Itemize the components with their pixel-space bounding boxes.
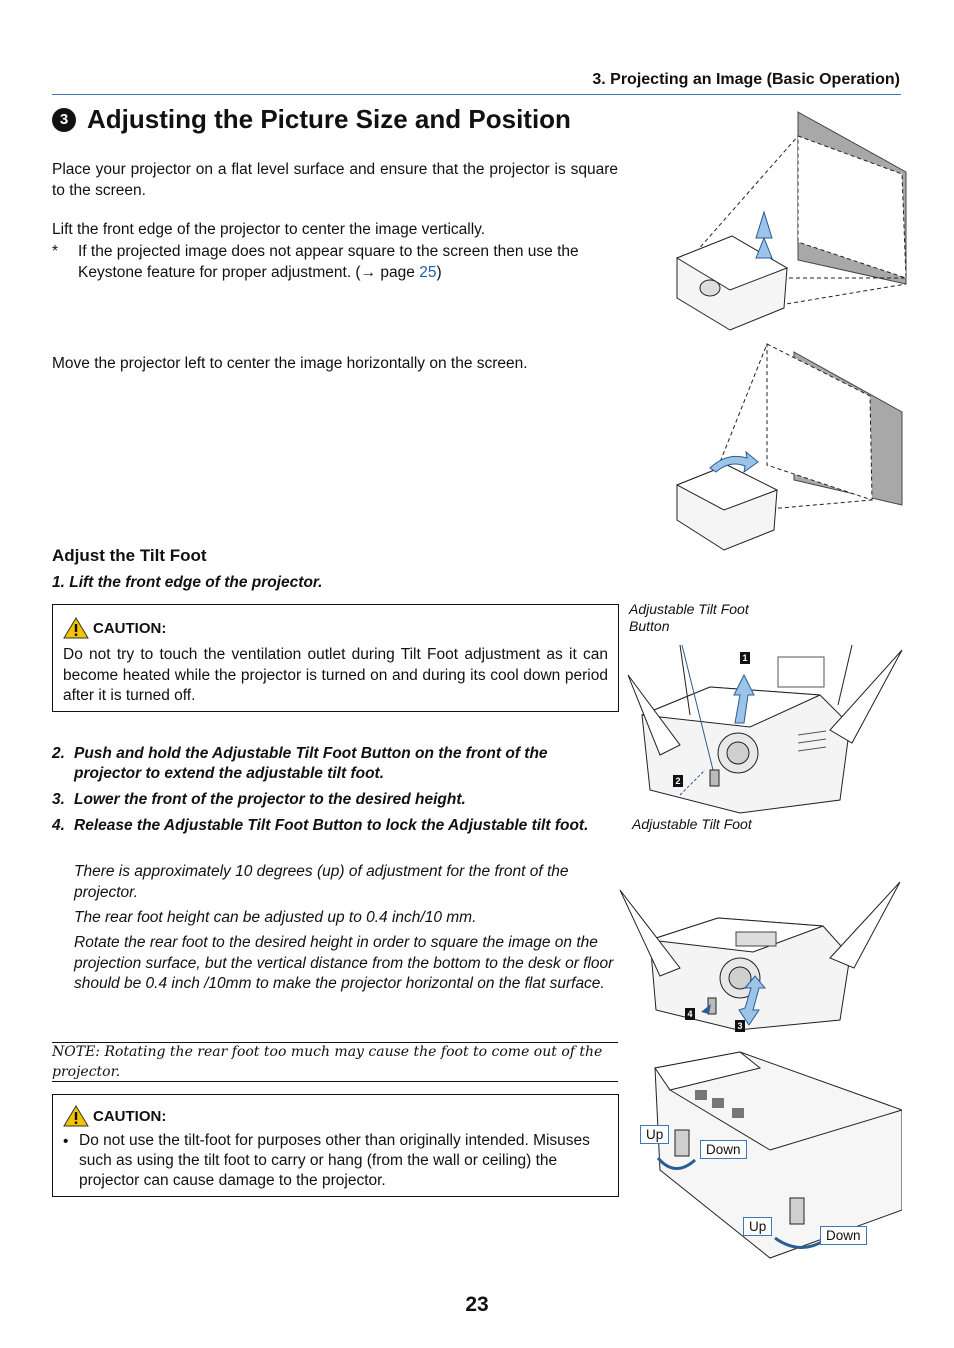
- step-1: 1. Lift the front edge of the projector.: [52, 574, 323, 591]
- section-header: 3. Projecting an Image (Basic Operation): [592, 71, 900, 88]
- intro-paragraph-2: Lift the front edge of the projector to center the image vertically.: [52, 221, 486, 238]
- label-up-front: Up: [640, 1125, 669, 1144]
- caution-label-2: CAUTION:: [93, 1107, 167, 1125]
- horizontal-adjust-illustration: [672, 340, 912, 560]
- lowering-illustration: [618, 880, 908, 1035]
- warning-icon: [63, 1105, 89, 1127]
- caution-text-2: Do not use the tilt-foot for purposes other than originally intended. Misuses such as using the tilt foot to carry or hang (from the wall or ceiling) the projector can cause damage to the projector.: [79, 1132, 590, 1189]
- keystone-note-end: ): [436, 264, 442, 281]
- badge-4: 4: [685, 1008, 695, 1020]
- note-rule-bottom: [52, 1081, 618, 1082]
- step-3: Lower the front of the projector to the desired height.: [74, 791, 466, 808]
- caution-heading-2: [63, 1105, 166, 1127]
- caution-bullet-2: •: [63, 1133, 69, 1150]
- tilt-paragraph-1: There is approximately 10 degrees (up) of adjustment for the front of the projector.: [74, 863, 569, 901]
- page-number: 23: [465, 1293, 489, 1316]
- caution-text-1: Do not try to touch the ventilation outlet during Tilt Foot adjustment as it can become heated while the projector is turned on and during its cool down period after it is turned off.: [63, 646, 608, 704]
- keystone-note: [78, 241, 618, 283]
- label-down-rear: Down: [820, 1226, 867, 1245]
- step-4-number: 4.: [52, 817, 65, 834]
- intro-paragraph-1: Place your projector on a flat level surface and ensure that the projector is square to the screen.: [52, 161, 618, 199]
- page-title: [52, 104, 571, 135]
- page-title-text: Adjusting the Picture Size and Position: [87, 104, 571, 134]
- tilt-paragraph-2: The rear foot height can be adjusted up to 0.4 inch/10 mm.: [74, 909, 477, 926]
- caution-box-1: [52, 604, 619, 712]
- badge-2: 2: [673, 775, 683, 787]
- label-adjustable-tilt-foot: Adjustable Tilt Foot: [632, 816, 752, 832]
- vertical-adjust-illustration: [672, 108, 912, 338]
- bullet-mark: *: [52, 243, 59, 260]
- badge-3: 3: [735, 1020, 745, 1032]
- caution-box-2: [52, 1094, 619, 1197]
- badge-1: 1: [740, 652, 750, 664]
- caution-label-1: CAUTION:: [93, 619, 167, 637]
- tilt-foot-button-illustration: [620, 635, 910, 815]
- tilt-paragraph-3: Rotate the rear foot to the desired height in order to square the image on the projection surface, but the vertical distance from the bottom to the desk or floor should be 0.4 inch /10mm to make the projector horizontal on the flat surface.: [74, 934, 614, 992]
- step-4: Release the Adjustable Tilt Foot Button to lock the Adjustable tilt foot.: [74, 817, 589, 834]
- label-down-front: Down: [700, 1140, 747, 1159]
- label-adjustable-tilt-foot-button: Adjustable Tilt Foot Button: [629, 601, 749, 634]
- step-2: Push and hold the Adjustable Tilt Foot Button on the front of the projector to extend the adjustable tilt foot.: [74, 745, 548, 782]
- warning-icon: [63, 617, 89, 639]
- tilt-heading: Adjust the Tilt Foot: [52, 546, 207, 565]
- header-rule: [52, 94, 901, 95]
- step-3-number: 3.: [52, 791, 65, 808]
- note-text: NOTE: Rotating the rear foot too much may cause the foot to come out of the projector.: [52, 1044, 603, 1080]
- section-number-badge: 3: [52, 108, 76, 132]
- intro-paragraph-3: Move the projector left to center the image horizontally on the screen.: [52, 355, 528, 372]
- page-link[interactable]: 25: [419, 264, 437, 281]
- caution-heading-1: [63, 617, 166, 639]
- label-up-rear: Up: [743, 1217, 772, 1236]
- step-2-number: 2.: [52, 745, 65, 762]
- keystone-note-text: If the projected image does not appear square to the screen then use the Keystone feature for proper adjustment. (→ page: [78, 243, 579, 281]
